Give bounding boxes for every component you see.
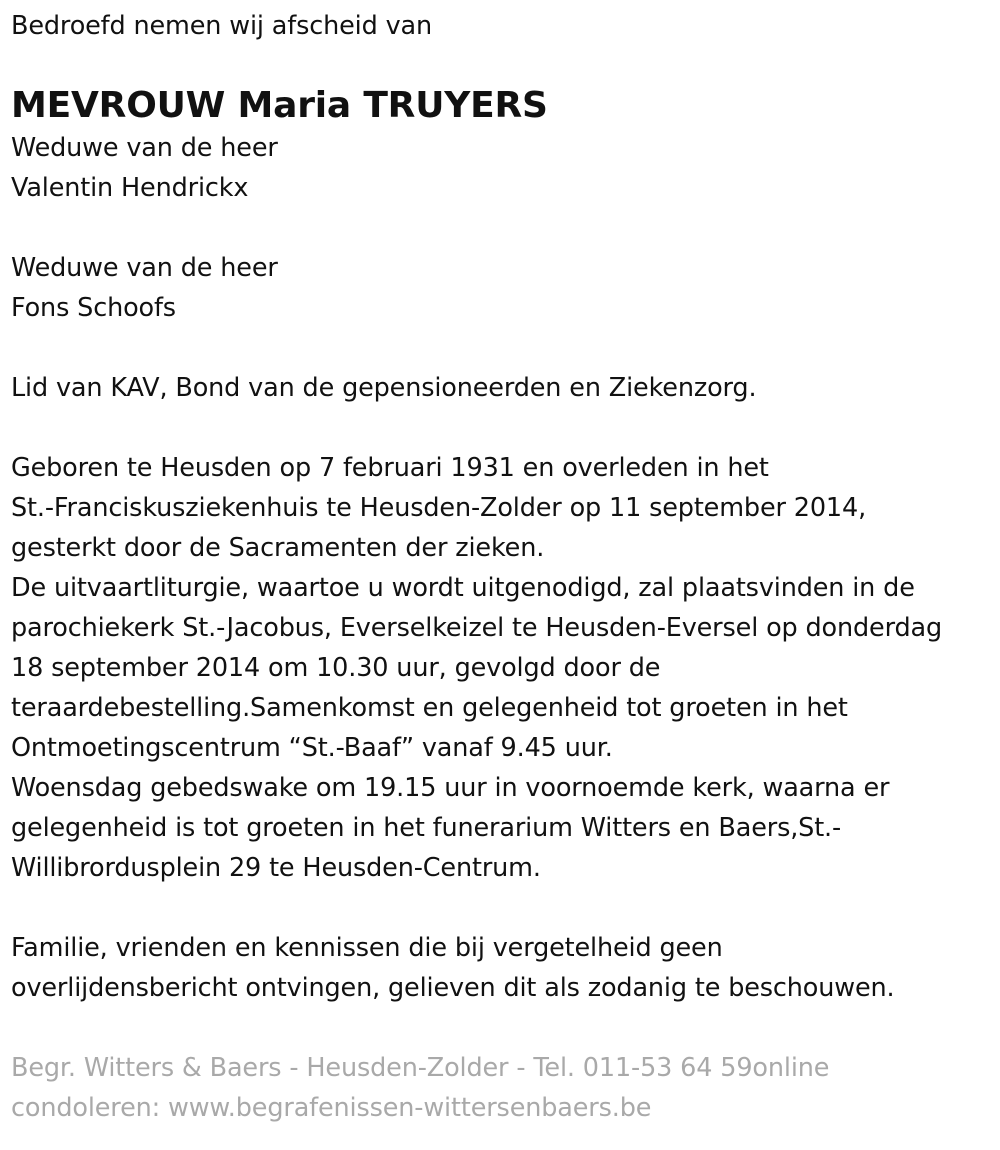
details-block xyxy=(11,448,996,888)
closing-line: overlijdensbericht ontvingen, gelieven dit als zodanig te beschouwen. xyxy=(11,973,895,1003)
details-line: St.-Franciskusziekenhuis te Heusden-Zolder op 11 september 2014, xyxy=(11,493,867,523)
details-line: Geboren te Heusden op 7 februari 1931 en overleden in het xyxy=(11,453,769,483)
details-line: gelegenheid is tot groeten in het funerarium Witters en Baers,St.- xyxy=(11,813,842,843)
closing-block xyxy=(11,928,996,1008)
intro-text: Bedroefd nemen wij afscheid van xyxy=(11,11,432,41)
footer-line: condoleren: www.begrafenissen-wittersenbaers.be xyxy=(11,1093,652,1123)
details-line: Woensdag gebedswake om 19.15 uur in voornoemde kerk, waarna er xyxy=(11,773,890,803)
details-line: Ontmoetingscentrum “St.-Baaf” vanaf 9.45 uur. xyxy=(11,733,613,763)
details-line: Willibrordusplein 29 te Heusden-Centrum. xyxy=(11,853,541,883)
spouse2-title: Weduwe van de heer xyxy=(11,253,278,283)
spouse1-title: Weduwe van de heer xyxy=(11,133,278,163)
deceased-name: MEVROUW Maria TRUYERS xyxy=(11,85,548,126)
details-line: 18 september 2014 om 10.30 uur, gevolgd door de xyxy=(11,653,661,683)
details-line: De uitvaartliturgie, waartoe u wordt uitgenodigd, zal plaatsvinden in de xyxy=(11,573,915,603)
details-line: parochiekerk St.-Jacobus, Everselkeizel te Heusden-Eversel op donderdag xyxy=(11,613,943,643)
details-line: gesterkt door de Sacramenten der zieken. xyxy=(11,533,545,563)
death-notice xyxy=(11,6,996,1128)
details-line: teraardebestelling.Samenkomst en gelegenheid tot groeten in het xyxy=(11,693,848,723)
membership-text: Lid van KAV, Bond van de gepensioneerden en Ziekenzorg. xyxy=(11,373,757,403)
footer-line: Begr. Witters & Baers - Heusden-Zolder - Tel. 011-53 64 59online xyxy=(11,1053,830,1083)
closing-line: Familie, vrienden en kennissen die bij vergetelheid geen xyxy=(11,933,723,963)
funeral-home-footer xyxy=(11,1048,996,1128)
spouse2-name: Fons Schoofs xyxy=(11,293,176,323)
spouse1-name: Valentin Hendrickx xyxy=(11,173,249,203)
